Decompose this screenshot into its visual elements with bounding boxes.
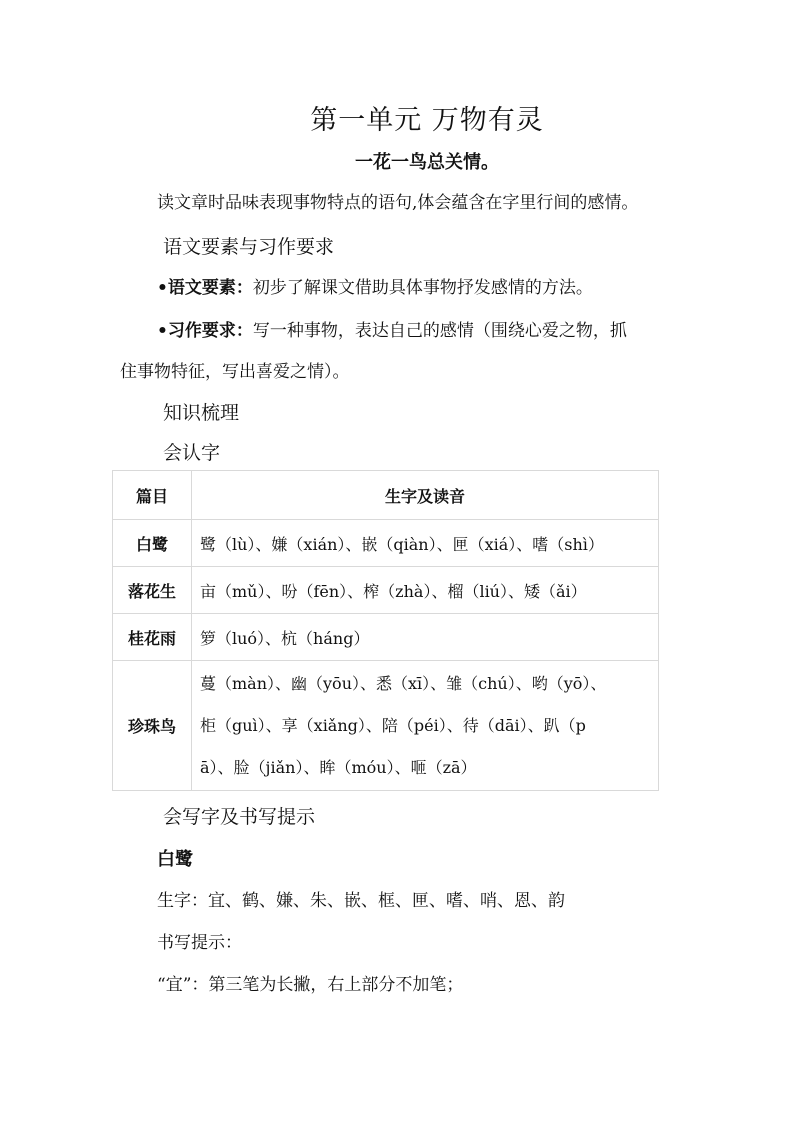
lesson-heading-bailu: 白鹭 bbox=[157, 849, 193, 870]
lesson-readings: 箩（luó）、杭（háng） bbox=[192, 614, 659, 661]
lesson-readings: 亩（mǔ）、吩（fēn）、榨（zhà）、榴（liú）、矮（ǎi） bbox=[192, 567, 659, 614]
writing-tips-label: 书写提示： bbox=[157, 933, 242, 953]
table-header-row bbox=[113, 471, 659, 520]
lesson-title: 落花生 bbox=[113, 567, 192, 614]
lesson-title: 桂花雨 bbox=[113, 614, 192, 661]
table-row bbox=[113, 661, 659, 791]
section-heading-write: 会写字及书写提示 bbox=[163, 806, 316, 828]
table-header-readings: 生字及读音 bbox=[192, 471, 659, 520]
lesson-readings-line: 蔓（màn）、幽（yōu）、悉（xī）、雏（chú）、哟（yō）、 bbox=[200, 673, 607, 693]
lesson-title: 珍珠鸟 bbox=[113, 661, 192, 791]
section-heading-recognize: 会认字 bbox=[163, 442, 221, 464]
yuwen-label: •语文要素： bbox=[157, 278, 253, 298]
lesson-readings: 鹭（lù）、嫌（xián）、嵌（qiàn）、匣（xiá）、嗜（shì） bbox=[192, 520, 659, 567]
lesson-readings-line: ā）、脸（jiǎn）、眸（móu）、咂（zā） bbox=[200, 757, 477, 777]
section-heading-knowledge: 知识梳理 bbox=[163, 402, 240, 424]
xizuo-label: •习作要求： bbox=[157, 321, 253, 341]
table-row bbox=[113, 567, 659, 614]
lesson-readings-line: 柜（guì）、享（xiǎng）、陪（péi）、待（dāi）、趴（p bbox=[200, 715, 586, 735]
unit-subtitle: 一花一鸟总关情。 bbox=[355, 152, 499, 173]
lesson-readings bbox=[192, 661, 659, 791]
table-header-title: 篇目 bbox=[113, 471, 192, 520]
table-row bbox=[113, 520, 659, 567]
shengzi-list: 生字：宜、鹤、嫌、朱、嵌、框、匣、嗜、哨、恩、韵 bbox=[157, 891, 565, 911]
yuwen-text: 初步了解课文借助具体事物抒发感情的方法。 bbox=[252, 278, 593, 298]
xizuo-text-line2: 住事物特征，写出喜爱之情）。 bbox=[120, 362, 350, 382]
characters-table bbox=[112, 470, 659, 791]
lesson-title: 白鹭 bbox=[113, 520, 192, 567]
table-row bbox=[113, 614, 659, 661]
yuwen-requirement bbox=[157, 273, 593, 298]
unit-title: 第一单元 万物有灵 bbox=[310, 105, 544, 136]
intro-text: 读文章时品味表现事物特点的语句,体会蕴含在字里行间的感情。 bbox=[157, 193, 639, 213]
xizuo-requirement bbox=[157, 316, 627, 341]
section-heading-requirements: 语文要素与习作要求 bbox=[163, 236, 335, 258]
xizuo-text-line1: 写一种事物，表达自己的感情（围绕心爱之物，抓 bbox=[252, 321, 627, 341]
writing-tip-yi: “宜”：第三笔为长撇，右上部分不加笔； bbox=[157, 975, 464, 995]
